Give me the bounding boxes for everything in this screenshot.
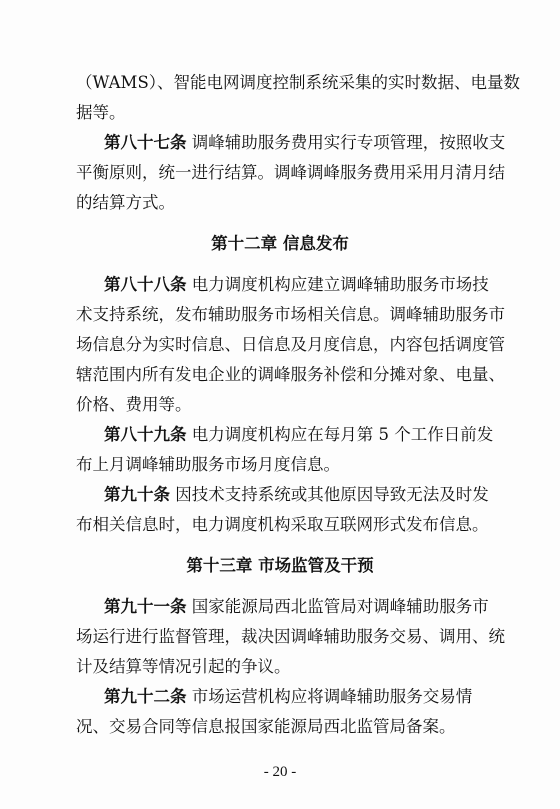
body-line: 况、交易合同等信息报国家能源局西北监管局备案。 bbox=[76, 717, 456, 736]
body-line: 布相关信息时，电力调度机构采取互联网形式发布信息。 bbox=[76, 515, 489, 534]
body-line: 价格、费用等。 bbox=[76, 395, 192, 414]
body-line: 场信息分为实时信息、日信息及月度信息，内容包括调度管 bbox=[76, 335, 505, 354]
body-line: 的结算方式。 bbox=[76, 193, 175, 212]
page-number: - 20 - bbox=[263, 764, 297, 780]
article-label: 第九十一条 bbox=[104, 597, 187, 616]
chapter-heading: 第十三章 市场监管及干预 bbox=[186, 556, 374, 575]
article-88: 第八十八条 电力调度机构应建立调峰辅助服务市场技 bbox=[104, 275, 489, 294]
article-label: 第八十九条 bbox=[104, 425, 187, 444]
body-line: 计及结算等情况引起的争议。 bbox=[76, 657, 291, 676]
body-line: 术支持系统，发布辅助服务市场相关信息。调峰辅助服务市 bbox=[76, 305, 505, 324]
article-label: 第九十二条 bbox=[104, 687, 187, 706]
body-line: 平衡原则，统一进行结算。调峰调峰服务费用采用月清月结 bbox=[76, 163, 505, 182]
body-line: 辖范围内所有发电企业的调峰服务补偿和分摊对象、电量、 bbox=[76, 365, 505, 384]
article-label: 第八十八条 bbox=[104, 275, 187, 294]
article-91: 第九十一条 国家能源局西北监管局对调峰辅助服务市 bbox=[104, 597, 489, 616]
article-label: 第八十七条 bbox=[104, 133, 187, 152]
article-90: 第九十条 因技术支持系统或其他原因导致无法及时发 bbox=[104, 485, 489, 504]
article-label: 第九十条 bbox=[104, 485, 170, 504]
body-line: 布上月调峰辅助服务市场月度信息。 bbox=[76, 455, 340, 474]
body-line: （WAMS）、智能电网调度控制系统采集的实时数据、电量数 bbox=[76, 73, 521, 92]
chapter-heading: 第十二章 信息发布 bbox=[211, 234, 349, 253]
body-line: 据等。 bbox=[76, 103, 126, 122]
article-92: 第九十二条 市场运营机构应将调峰辅助服务交易情 bbox=[104, 687, 473, 706]
article-89: 第八十九条 电力调度机构应在每月第 5 个工作日前发 bbox=[104, 425, 494, 444]
body-line: 场运行进行监督管理，裁决因调峰辅助服务交易、调用、统 bbox=[76, 627, 505, 646]
article-87: 第八十七条 调峰辅助服务费用实行专项管理，按照收支 bbox=[104, 133, 506, 152]
